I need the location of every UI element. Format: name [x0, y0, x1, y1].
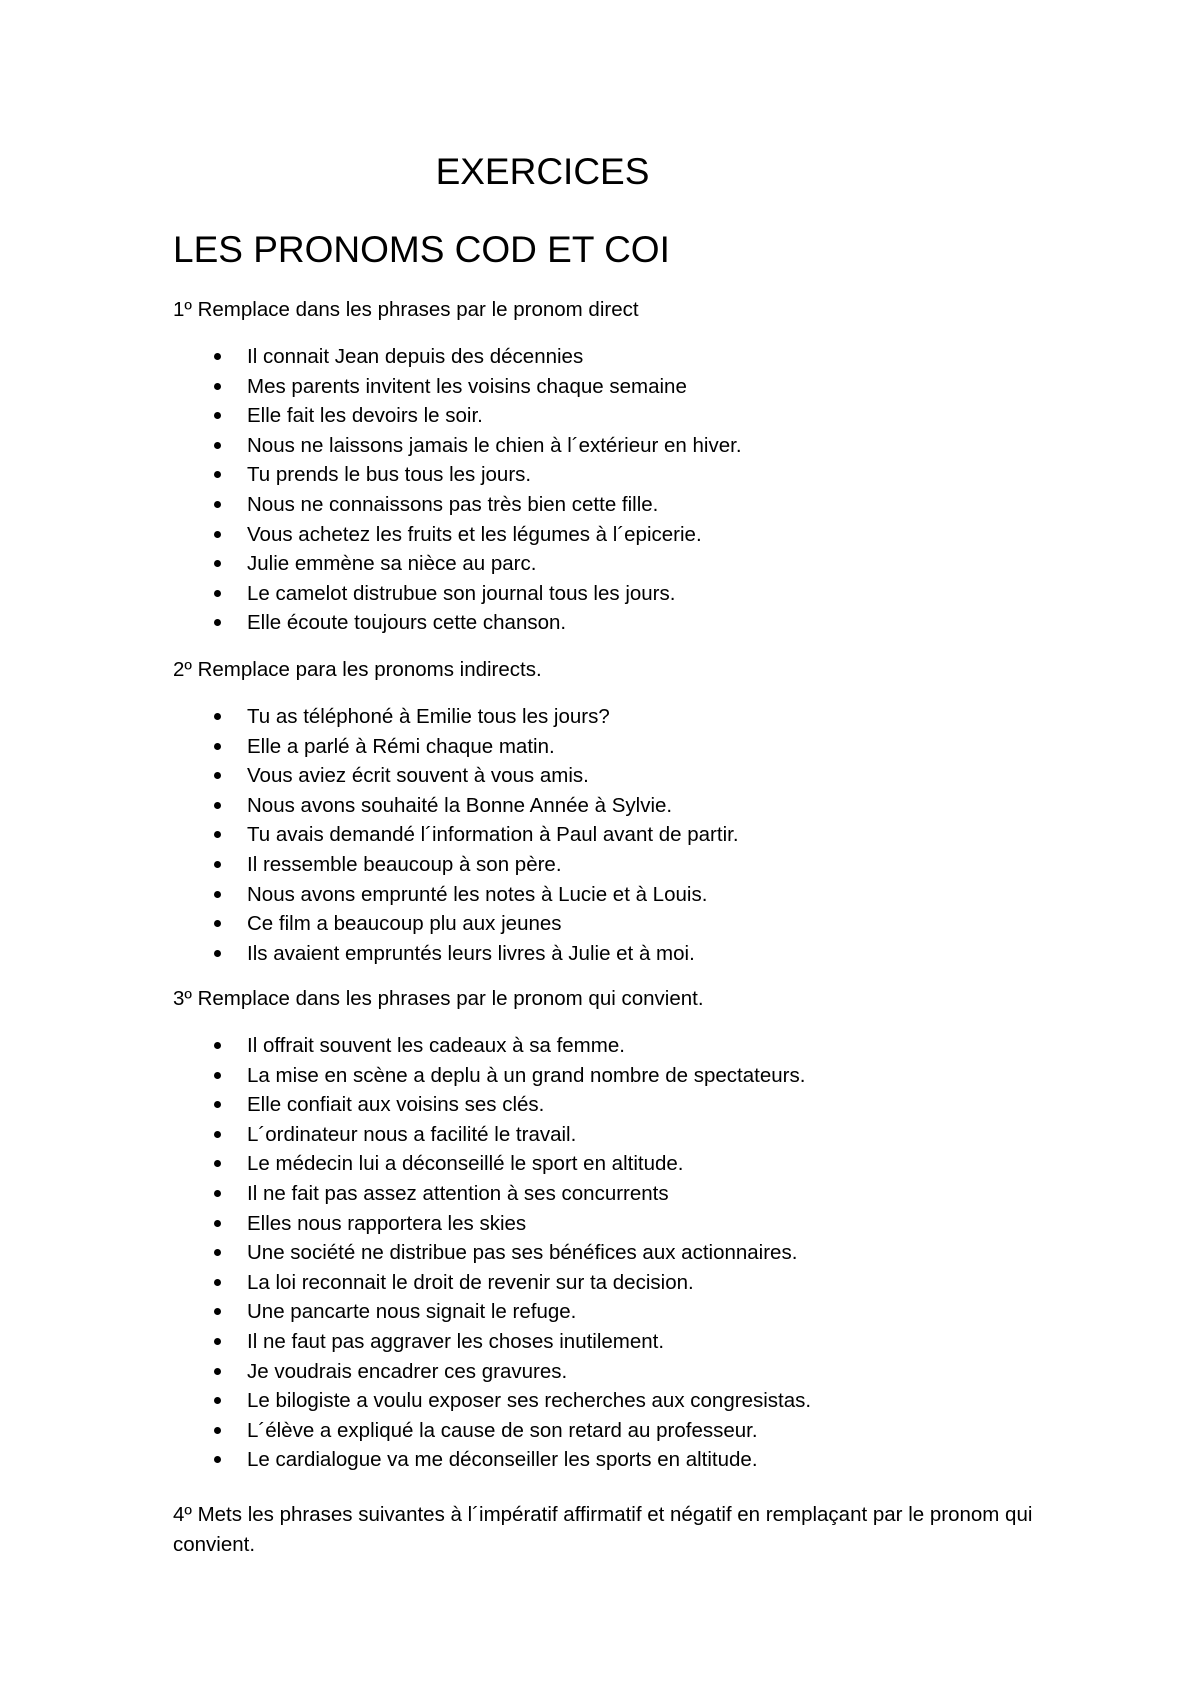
section-2-heading: 2º Remplace para les pronoms indirects.: [173, 658, 542, 681]
list-item-text: Une pancarte nous signait le refuge.: [247, 1300, 577, 1324]
bullet-icon: [214, 1101, 221, 1108]
list-item-text: Julie emmène sa nièce au parc.: [247, 552, 537, 576]
list-item-text: Nous avons emprunté les notes à Lucie et à Louis.: [247, 882, 708, 906]
list-item-text: Il ne fait pas assez attention à ses concurrents: [247, 1181, 669, 1205]
section-4-heading: 4º Mets les phrases suivantes à l´impératif affirmatif et négatif en remplaçant par le pronom qui convient.: [173, 1503, 1033, 1556]
bullet-icon: [214, 1308, 221, 1315]
list-item-text: Vous aviez écrit souvent à vous amis.: [247, 764, 589, 788]
list-item: [0, 732, 739, 762]
list-item-text: Vous achetez les fruits et les légumes à l´epicerie.: [247, 522, 702, 546]
list-item-text: Elle écoute toujours cette chanson.: [247, 611, 567, 635]
list-item-text: Une société ne distribue pas ses bénéfices aux actionnaires.: [247, 1241, 798, 1265]
bullet-icon: [214, 772, 221, 779]
bullet-icon: [214, 1190, 221, 1197]
list-item-text: Elle fait les devoirs le soir.: [247, 404, 483, 428]
list-item: [0, 1445, 811, 1475]
list-item: [0, 1416, 811, 1446]
section-1-heading: 1º Remplace dans les phrases par le pronom direct: [173, 298, 639, 321]
bullet-icon: [214, 1368, 221, 1375]
list-item: [0, 490, 742, 520]
list-item-text: L´élève a expliqué la cause de son retard au professeur.: [247, 1418, 758, 1442]
list-item-text: Tu prends le bus tous les jours.: [247, 463, 532, 487]
bullet-icon: [214, 1456, 221, 1463]
list-item: [0, 520, 742, 550]
bullet-icon: [214, 1427, 221, 1434]
list-item: [0, 939, 739, 969]
list-item: [0, 1357, 811, 1387]
list-item: [0, 579, 742, 609]
list-item: [0, 909, 739, 939]
list-item: [0, 1090, 811, 1120]
list-item: [0, 880, 739, 910]
list-item-text: Ils avaient empruntés leurs livres à Julie et à moi.: [247, 941, 695, 965]
list-item: [0, 1268, 811, 1298]
bullet-icon: [214, 1042, 221, 1049]
list-item-text: Le cardialogue va me déconseiller les sports en altitude.: [247, 1448, 758, 1472]
list-item: [0, 372, 742, 402]
list-item-text: La loi reconnait le droit de revenir sur ta decision.: [247, 1270, 694, 1294]
list-item-text: L´ordinateur nous a facilité le travail.: [247, 1122, 577, 1146]
bullet-icon: [214, 383, 221, 390]
bullet-icon: [214, 353, 221, 360]
list-item: [0, 702, 739, 732]
list-item: [0, 431, 742, 461]
list-item-text: La mise en scène a deplu à un grand nombre de spectateurs.: [247, 1063, 806, 1087]
list-item-text: Nous avons souhaité la Bonne Année à Sylvie.: [247, 793, 673, 817]
list-item: [0, 850, 739, 880]
section-3-heading: 3º Remplace dans les phrases par le pronom qui convient.: [173, 987, 704, 1010]
list-item: [0, 761, 739, 791]
list-item-text: Nous ne connaissons pas très bien cette fille.: [247, 492, 659, 516]
bullet-icon: [214, 950, 221, 957]
section-2-list: [0, 702, 739, 968]
list-item: [0, 1297, 811, 1327]
list-item: [0, 549, 742, 579]
list-item: [0, 460, 742, 490]
list-item: [0, 1179, 811, 1209]
list-item-text: Nous ne laissons jamais le chien à l´extérieur en hiver.: [247, 433, 742, 457]
bullet-icon: [214, 1131, 221, 1138]
list-item: [0, 791, 739, 821]
list-item-text: Il connait Jean depuis des décennies: [247, 345, 584, 368]
list-item-text: Elle confiait aux voisins ses clés.: [247, 1093, 545, 1117]
list-item: [0, 1149, 811, 1179]
page-title: EXERCICES: [435, 151, 650, 192]
list-item-text: Ce film a beaucoup plu aux jeunes: [247, 912, 562, 936]
bullet-icon: [214, 1338, 221, 1345]
bullet-icon: [214, 802, 221, 809]
list-item-text: Elles nous rapportera les skies: [247, 1211, 527, 1235]
bullet-icon: [214, 1072, 221, 1079]
bullet-icon: [214, 891, 221, 898]
list-item: [0, 401, 742, 431]
list-item-text: Il ne faut pas aggraver les choses inutilement.: [247, 1329, 665, 1353]
bullet-icon: [214, 1397, 221, 1404]
list-item: [0, 1238, 811, 1268]
bullet-icon: [214, 590, 221, 597]
list-item-text: Je voudrais encadrer ces gravures.: [247, 1359, 568, 1383]
bullet-icon: [214, 831, 221, 838]
list-item: [0, 1209, 811, 1239]
bullet-icon: [214, 1220, 221, 1227]
bullet-icon: [214, 560, 221, 567]
bullet-icon: [214, 920, 221, 927]
page-subtitle: LES PRONOMS COD ET COI: [173, 229, 670, 270]
section-3-list: [0, 1031, 811, 1475]
list-item: [0, 608, 742, 638]
section-1-list: [0, 342, 742, 638]
list-item-text: Le camelot distrubue son journal tous les jours.: [247, 581, 676, 605]
list-item: [0, 1386, 811, 1416]
list-item: [0, 342, 742, 372]
list-item: [0, 1031, 811, 1061]
bullet-icon: [214, 501, 221, 508]
list-item: [0, 1061, 811, 1091]
bullet-icon: [214, 743, 221, 750]
list-item-text: Le bilogiste a voulu exposer ses recherches aux congresistas.: [247, 1389, 812, 1413]
list-item-text: Le médecin lui a déconseillé le sport en altitude.: [247, 1152, 684, 1176]
bullet-icon: [214, 471, 221, 478]
bullet-icon: [214, 713, 221, 720]
bullet-icon: [214, 1249, 221, 1256]
list-item-text: Tu avais demandé l´information à Paul avant de partir.: [247, 823, 739, 847]
bullet-icon: [214, 861, 221, 868]
list-item: [0, 1120, 811, 1150]
bullet-icon: [214, 531, 221, 538]
list-item: [0, 1327, 811, 1357]
list-item-text: Mes parents invitent les voisins chaque semaine: [247, 374, 687, 398]
list-item-text: Tu as téléphoné à Emilie tous les jours?: [247, 705, 610, 728]
list-item-text: Il ressemble beaucoup à son père.: [247, 852, 562, 876]
bullet-icon: [214, 619, 221, 626]
list-item: [0, 820, 739, 850]
bullet-icon: [214, 1279, 221, 1286]
list-item-text: Elle a parlé à Rémi chaque matin.: [247, 734, 555, 758]
bullet-icon: [214, 412, 221, 419]
bullet-icon: [214, 442, 221, 449]
list-item-text: Il offrait souvent les cadeaux à sa femme.: [247, 1034, 625, 1057]
bullet-icon: [214, 1160, 221, 1167]
